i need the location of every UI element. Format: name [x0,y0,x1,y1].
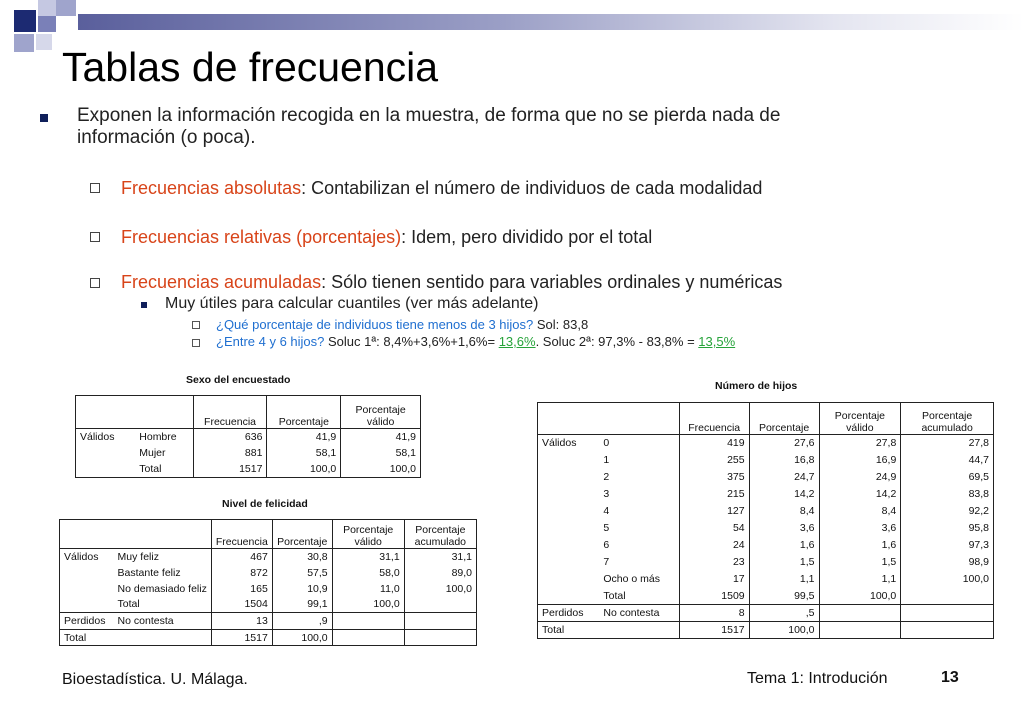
q2-mid: . Soluc 2ª: 97,3% - 83,8% = [535,334,699,349]
cell: 100,0 [341,462,421,478]
table-row [538,605,994,622]
group-label: Perdidos [538,605,600,622]
table-row [538,554,994,571]
cell: 14,2 [749,486,819,503]
table-row [538,435,994,452]
table-row [538,520,994,537]
cell: 54 [679,520,749,537]
decor-square [56,0,76,16]
cell: 636 [193,429,267,445]
cell: 1,6 [749,537,819,554]
table-row [60,549,477,565]
cell: 14,2 [819,486,901,503]
row-label: 3 [603,488,610,500]
table-row [538,452,994,469]
cell: 419 [679,435,749,452]
row-label: 6 [603,539,610,551]
decor-square [36,34,52,50]
cell [901,605,994,622]
cell: 41,9 [267,429,341,445]
table-row [60,630,477,646]
row-label: No contesta [114,613,212,630]
cell: 27,8 [819,435,901,452]
cell: 92,2 [901,503,994,520]
page-number: 13 [941,669,959,686]
title-bar-gradient [78,14,1024,30]
cell: 44,7 [901,452,994,469]
row-label: 2 [603,471,610,483]
header-porcentaje: Porcentaje [267,396,341,429]
bullet-acumuladas [121,272,782,293]
bullet-hollow-icon [192,339,200,347]
cell: 31,1 [404,549,476,565]
cell: 8 [679,605,749,622]
cell: 58,1 [341,445,421,462]
table-row [538,486,994,503]
cell: 100,0 [404,581,476,597]
cell: 1517 [193,462,267,478]
cell [901,622,994,639]
cell: 3,6 [819,520,901,537]
table-row [538,537,994,554]
cell: 127 [679,503,749,520]
cell: 10,9 [272,581,332,597]
cell [404,613,476,630]
header-porcentaje: Porcentaje [272,520,332,549]
cell: 58,0 [332,565,404,581]
cell: 99,5 [749,588,819,605]
q1-text: Sol: 83,8 [533,317,589,332]
row-label: 1 [603,454,610,466]
header-porcentaje-valido: Porcentaje válido [332,520,404,549]
row-label: 7 [603,556,610,568]
q2-answer-1: 13,6% [498,334,536,349]
row-label: Muy feliz [114,549,212,565]
table-header-row [538,403,994,435]
decor-square [14,10,36,32]
cell: 16,8 [749,452,819,469]
cell: 24 [679,537,749,554]
table-row [60,597,477,613]
cell: 100,0 [901,571,994,588]
decor-square [38,16,56,32]
table-row [538,588,994,605]
row-label: 0 [599,435,679,452]
term-acumuladas: Frecuencias acumuladas [121,272,322,292]
table-row [538,469,994,486]
cell: 31,1 [332,549,404,565]
row-label: No contesta [599,605,679,622]
cell [332,630,404,646]
cell: 23 [679,554,749,571]
bullet-q1 [216,317,588,332]
cell: 3,6 [749,520,819,537]
table-row [76,462,421,478]
bullet-main: Exponen la información recogida en la muestra, de forma que no se pierda nada de [77,105,781,126]
bullet-square-icon [40,114,48,122]
table-header-row [60,520,477,549]
cell: 100,0 [332,597,404,613]
group-label: Perdidos [60,613,114,630]
table-row [60,581,477,597]
row-label: 4 [603,505,610,517]
cell: 1,1 [749,571,819,588]
row-label: Total [603,589,626,602]
cell: 57,5 [272,565,332,581]
header-porcentaje-acumulado: Porcentaje acumulado [901,403,994,435]
cell: 467 [211,549,272,565]
text-relativas: : Idem, pero dividido por el total [401,227,653,247]
cell: 30,8 [272,549,332,565]
bullet-hollow-icon [90,278,100,288]
table-row [60,565,477,581]
cell [332,613,404,630]
decor-square [14,34,34,52]
footer-left: Bioestadística. U. Málaga. [62,671,248,688]
cell: 255 [679,452,749,469]
bullet-hollow-icon [90,232,100,242]
q2-text: Soluc 1ª: 8,4%+3,6%+1,6%= [324,334,499,349]
cell: 100,0 [819,588,901,605]
group-label: Total [60,630,212,646]
cell: 100,0 [267,462,341,478]
table-sexo [75,395,421,478]
cell: 215 [679,486,749,503]
cell: 100,0 [749,622,819,639]
term-relativas: Frecuencias relativas (porcentajes) [121,227,402,247]
cell: 8,4 [749,503,819,520]
text-absolutas: : Contabilizan el número de individuos de cada modalidad [301,178,763,198]
cell: 1,1 [819,571,901,588]
table-row [76,445,421,462]
cell: 27,8 [901,435,994,452]
group-label: Válidos [76,429,136,445]
bullet-cuantiles: Muy útiles para calcular cuantiles (ver más adelante) [165,295,539,312]
cell: 13 [211,613,272,630]
row-label: Mujer [139,447,166,459]
row-label: Bastante feliz [117,566,181,579]
group-label: Válidos [538,435,600,452]
row-label: Total [117,598,140,611]
header-porcentaje-valido: Porcentaje válido [819,403,901,435]
decor-square [38,0,56,16]
cell [404,597,476,613]
bullet-main-cont: información (o poca). [77,127,256,148]
cell: 58,1 [267,445,341,462]
q2-link[interactable]: ¿Entre 4 y 6 hijos? [216,334,325,349]
cell: 100,0 [272,630,332,646]
header-frecuencia: Frecuencia [193,396,267,429]
cell: 1504 [211,597,272,613]
table-caption-sexo: Sexo del encuestado [186,374,291,386]
cell: 17 [679,571,749,588]
cell: ,9 [272,613,332,630]
cell: 83,8 [901,486,994,503]
cell [901,588,994,605]
cell: 1509 [679,588,749,605]
header-frecuencia: Frecuencia [679,403,749,435]
header-porcentaje-acumulado: Porcentaje acumulado [404,520,476,549]
cell: 872 [211,565,272,581]
cell: 165 [211,581,272,597]
cell: 8,4 [819,503,901,520]
cell: 27,6 [749,435,819,452]
cell: 24,9 [819,469,901,486]
cell: 24,7 [749,469,819,486]
table-row [538,503,994,520]
table-felicidad [59,519,477,646]
cell [404,630,476,646]
q2-answer-2: 13,5% [698,334,736,349]
bullet-q2 [216,334,735,349]
cell: 1,6 [819,537,901,554]
row-label: 5 [603,522,610,534]
slide-title: Tablas de frecuencia [62,44,439,90]
group-label: Válidos [60,549,114,565]
header-porcentaje: Porcentaje [749,403,819,435]
table-caption-felicidad: Nivel de felicidad [222,498,308,510]
cell: 1,5 [749,554,819,571]
cell: ,5 [749,605,819,622]
table-caption-hijos: Número de hijos [715,380,798,392]
cell: 1517 [679,622,749,639]
row-label: Hombre [135,429,193,445]
cell: 97,3 [901,537,994,554]
footer-right: Tema 1: Introdución [747,670,888,687]
bullet-hollow-icon [90,183,100,193]
bullet-square-icon [141,302,147,308]
bullet-hollow-icon [192,321,200,329]
cell: 881 [193,445,267,462]
row-label: No demasiado feliz [117,582,207,595]
table-row [76,429,421,445]
term-absolutas: Frecuencias absolutas [121,178,302,198]
table-hijos [537,402,994,639]
cell: 69,5 [901,469,994,486]
cell: 1,5 [819,554,901,571]
cell: 89,0 [404,565,476,581]
text-acumuladas: : Sólo tienen sentido para variables ordinales y numéricas [321,272,783,292]
cell: 1517 [211,630,272,646]
cell: 16,9 [819,452,901,469]
row-label: Total [139,463,162,476]
table-row [538,571,994,588]
header-frecuencia: Frecuencia [211,520,272,549]
q1-link[interactable]: ¿Qué porcentaje de individuos tiene menos de 3 hijos? [216,317,534,332]
cell: 99,1 [272,597,332,613]
cell: 375 [679,469,749,486]
cell: 11,0 [332,581,404,597]
cell: 98,9 [901,554,994,571]
bullet-relativas [121,227,652,248]
cell: 95,8 [901,520,994,537]
bullet-absolutas [121,178,762,199]
group-label: Total [538,622,680,639]
table-row [60,613,477,630]
header-porcentaje-valido: Porcentaje válido [341,396,421,429]
table-row [538,622,994,639]
row-label: Ocho o más [603,573,660,585]
cell [819,605,901,622]
cell: 41,9 [341,429,421,445]
cell [819,622,901,639]
table-header-row [76,396,421,429]
